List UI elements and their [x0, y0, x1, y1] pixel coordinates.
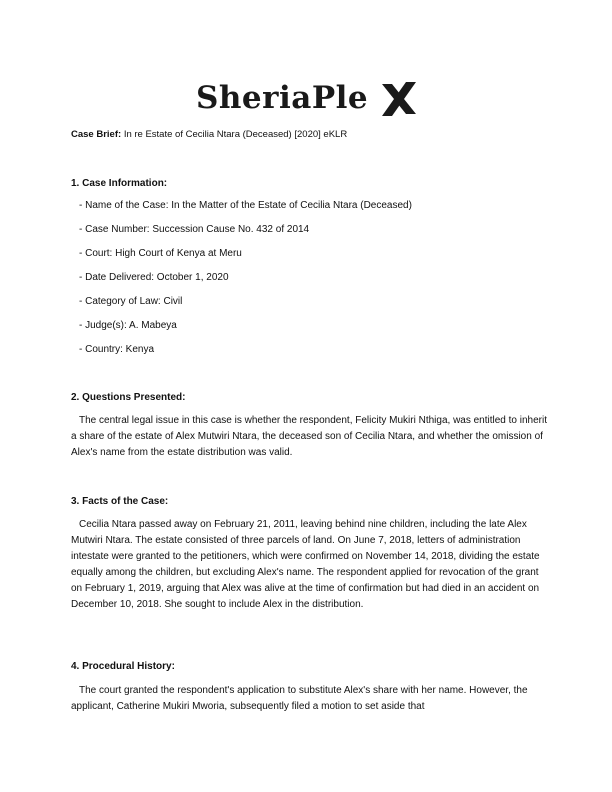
logo-wordmark: SheriaPle [196, 80, 369, 116]
section-heading-case-information: 1. Case Information: [71, 178, 168, 189]
section-heading-facts: 3. Facts of the Case: [71, 496, 169, 507]
case-info-name: - Name of the Case: In the Matter of the Estate of Cecilia Ntara (Deceased) [79, 200, 412, 211]
case-info-number: - Case Number: Succession Cause No. 432 of 2014 [79, 224, 310, 235]
case-brief-citation: In re Estate of Cecilia Ntara (Deceased) [2020] eKLR [123, 129, 348, 140]
questions-presented-body: The central legal issue in this case is whether the respondent, Felicity Mukiri Nthiga, was entitled to inherit a share of the estate of Alex Mutwiri Ntara, the deceased son of Cecilia Ntara, and whether the omission of Alex's name from the estate distribution was valid. [71, 415, 548, 458]
case-info-country: - Country: Kenya [79, 344, 155, 355]
sheriaplex-logo [196, 76, 420, 120]
x-mark-logo-icon [380, 78, 418, 118]
procedural-history-body: The court granted the respondent's application to substitute Alex's share with her name. However, the applicant, Catherine Mukiri Mworia, subsequently filed a motion to set aside that [71, 685, 528, 712]
case-info-category: - Category of Law: Civil [79, 296, 183, 307]
case-brief-line [71, 129, 347, 140]
case-brief-label: Case Brief: [71, 129, 122, 140]
case-info-judges: - Judge(s): A. Mabeya [79, 320, 177, 331]
case-info-date: - Date Delivered: October 1, 2020 [79, 272, 229, 283]
case-info-court: - Court: High Court of Kenya at Meru [79, 248, 242, 259]
facts-body: Cecilia Ntara passed away on February 21, 2011, leaving behind nine children, including the late Alex Mutwiri Ntara. The estate consisted of three parcels of land. On June 7, 2018, letters of administration intestate were granted to the petitioners, which were confirmed on November 14, 2018, dividing the estate equally among the children, but excluding Alex's name. The respondent applied for revocation of the grant on February 1, 2019, arguing that Alex was alive at the time of confirmation but had died in an accident on December 10, 2018. She sought to include Alex in the distribution. [71, 519, 540, 610]
section-heading-questions-presented: 2. Questions Presented: [71, 392, 186, 403]
section-heading-procedural-history: 4. Procedural History: [71, 661, 175, 672]
